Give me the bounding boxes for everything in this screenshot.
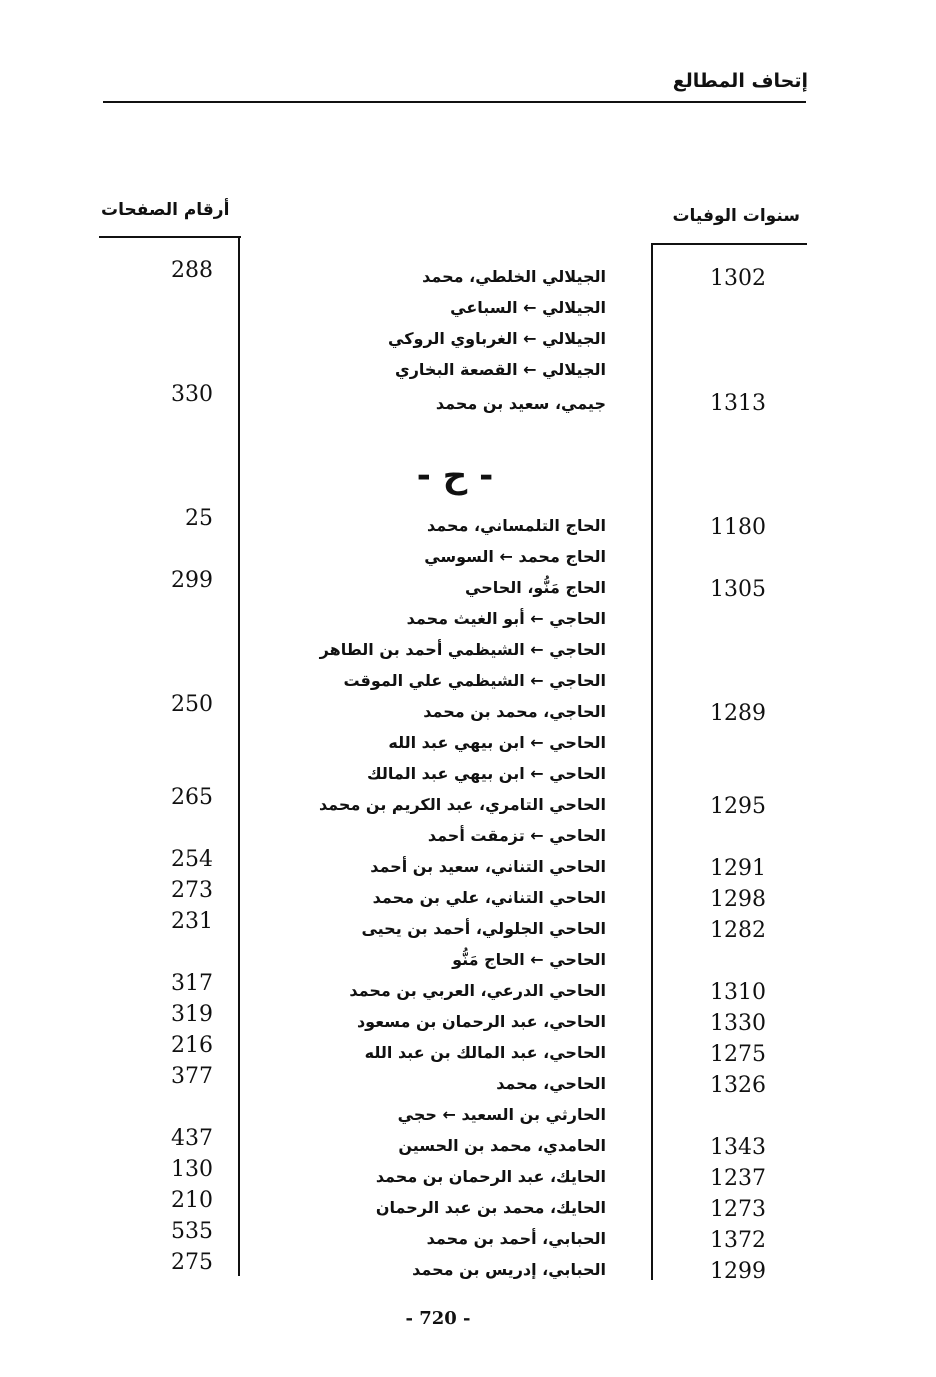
year: 1180 bbox=[710, 515, 766, 540]
page-number: 250 bbox=[171, 692, 213, 717]
entry-name: الحاج محمد ← السوسي bbox=[424, 547, 606, 566]
entry-name: الحايك، عبد الرحمان بن محمد bbox=[375, 1167, 606, 1186]
entry-name: الحاج التلمساني، محمد bbox=[427, 516, 606, 535]
running-header: إتحاف المطالع bbox=[672, 70, 808, 92]
page-number: 288 bbox=[171, 258, 213, 283]
year: 1282 bbox=[710, 918, 766, 943]
entry-name: الحاحي ← تزمقت أحمد bbox=[427, 826, 606, 845]
page-number: 210 bbox=[171, 1188, 213, 1213]
page-number: 437 bbox=[171, 1126, 213, 1151]
entry-name: الحاجي، محمد بن محمد bbox=[423, 702, 606, 721]
year: 1299 bbox=[710, 1259, 766, 1284]
entry-name: الحاحي، محمد bbox=[496, 1074, 606, 1093]
page-number-footer: - 720 - bbox=[405, 1308, 471, 1329]
year: 1289 bbox=[710, 701, 766, 726]
year: 1295 bbox=[710, 794, 766, 819]
top-rule bbox=[103, 101, 806, 103]
entry-name: الحاجي ← أبو الغيث محمد bbox=[406, 609, 606, 628]
entry-name: الحايك، محمد بن عبد الرحمان bbox=[375, 1198, 606, 1217]
year: 1343 bbox=[710, 1135, 766, 1160]
entry-name: الحاحي الجلولي، أحمد بن يحيى bbox=[361, 919, 606, 938]
years-column-rule-side bbox=[651, 243, 653, 1280]
page-number: 330 bbox=[171, 382, 213, 407]
page-number: 275 bbox=[171, 1250, 213, 1275]
entry-name: الحبابي، إدريس بن محمد bbox=[412, 1260, 606, 1279]
entry-name: الحاحي ← ابن بيهي عبد الله bbox=[388, 733, 606, 752]
year: 1237 bbox=[710, 1166, 766, 1191]
page-number: 265 bbox=[171, 785, 213, 810]
year: 1330 bbox=[710, 1011, 766, 1036]
year: 1291 bbox=[710, 856, 766, 881]
year: 1305 bbox=[710, 577, 766, 602]
page-number: 535 bbox=[171, 1219, 213, 1244]
year: 1298 bbox=[710, 887, 766, 912]
column-header-years: سنوات الوفيات bbox=[672, 206, 800, 226]
entry-name: الحاجي ← الشيظمي أحمد بن الطاهر bbox=[319, 640, 606, 659]
years-column-rule-top bbox=[652, 243, 807, 245]
section-letter: - ح - bbox=[416, 456, 494, 496]
entry-name: الحبابي، أحمد بن محمد bbox=[426, 1229, 606, 1248]
page-number: 254 bbox=[171, 847, 213, 872]
column-header-pages: أرقام الصفحات bbox=[101, 200, 230, 220]
year: 1326 bbox=[710, 1073, 766, 1098]
entry-name: الجيلالي الخلطي، محمد bbox=[422, 267, 606, 286]
page-number: 319 bbox=[171, 1002, 213, 1027]
pages-column-rule-top bbox=[99, 236, 241, 238]
year: 1273 bbox=[710, 1197, 766, 1222]
page-number: 25 bbox=[185, 506, 213, 531]
page-number: 377 bbox=[171, 1064, 213, 1089]
year: 1275 bbox=[710, 1042, 766, 1067]
year: 1310 bbox=[710, 980, 766, 1005]
entry-name: الحاج مَنُّو، الحاحي bbox=[465, 578, 606, 597]
year: 1313 bbox=[710, 391, 766, 416]
entry-name: الجيلالي ← الغرباوي الروكي bbox=[388, 329, 606, 348]
entry-name: الحاحي ← الحاج مَنُّو bbox=[452, 950, 606, 969]
entry-name: الحاحي التناني، علي بن محمد bbox=[372, 888, 606, 907]
year: 1302 bbox=[710, 266, 766, 291]
entry-name: الحاجي ← الشيظمي علي الموقت bbox=[343, 671, 606, 690]
entry-name: الجيلالي ← القصعة البخاري bbox=[395, 360, 606, 379]
entry-name: جيمي، سعيد بن محمد bbox=[435, 394, 606, 413]
year: 1372 bbox=[710, 1228, 766, 1253]
page-number: 299 bbox=[171, 568, 213, 593]
entry-name: الحاحي التامري، عبد الكريم بن محمد bbox=[318, 795, 606, 814]
entry-name: الحارثي بن السعيد ← حجي bbox=[397, 1105, 606, 1124]
entry-name: الحامدي، محمد بن الحسين bbox=[398, 1136, 606, 1155]
page-number: 130 bbox=[171, 1157, 213, 1182]
page-number: 216 bbox=[171, 1033, 213, 1058]
page-number: 231 bbox=[171, 909, 213, 934]
entry-name: الحاحي، عبد الرحمان بن مسعود bbox=[356, 1012, 606, 1031]
entry-name: الحاحي، عبد المالك بن عبد الله bbox=[364, 1043, 606, 1062]
pages-column-rule-side bbox=[238, 236, 240, 1276]
entry-name: الحاحي ← ابن بيهي عبد المالك bbox=[366, 764, 606, 783]
page-number: 317 bbox=[171, 971, 213, 996]
page-number: 273 bbox=[171, 878, 213, 903]
entry-name: الجيلالي ← السباعي bbox=[450, 298, 606, 317]
entry-name: الحاحي التناني، سعيد بن أحمد bbox=[370, 857, 606, 876]
entry-name: الحاحي الدرعي، العربي بن محمد bbox=[349, 981, 606, 1000]
